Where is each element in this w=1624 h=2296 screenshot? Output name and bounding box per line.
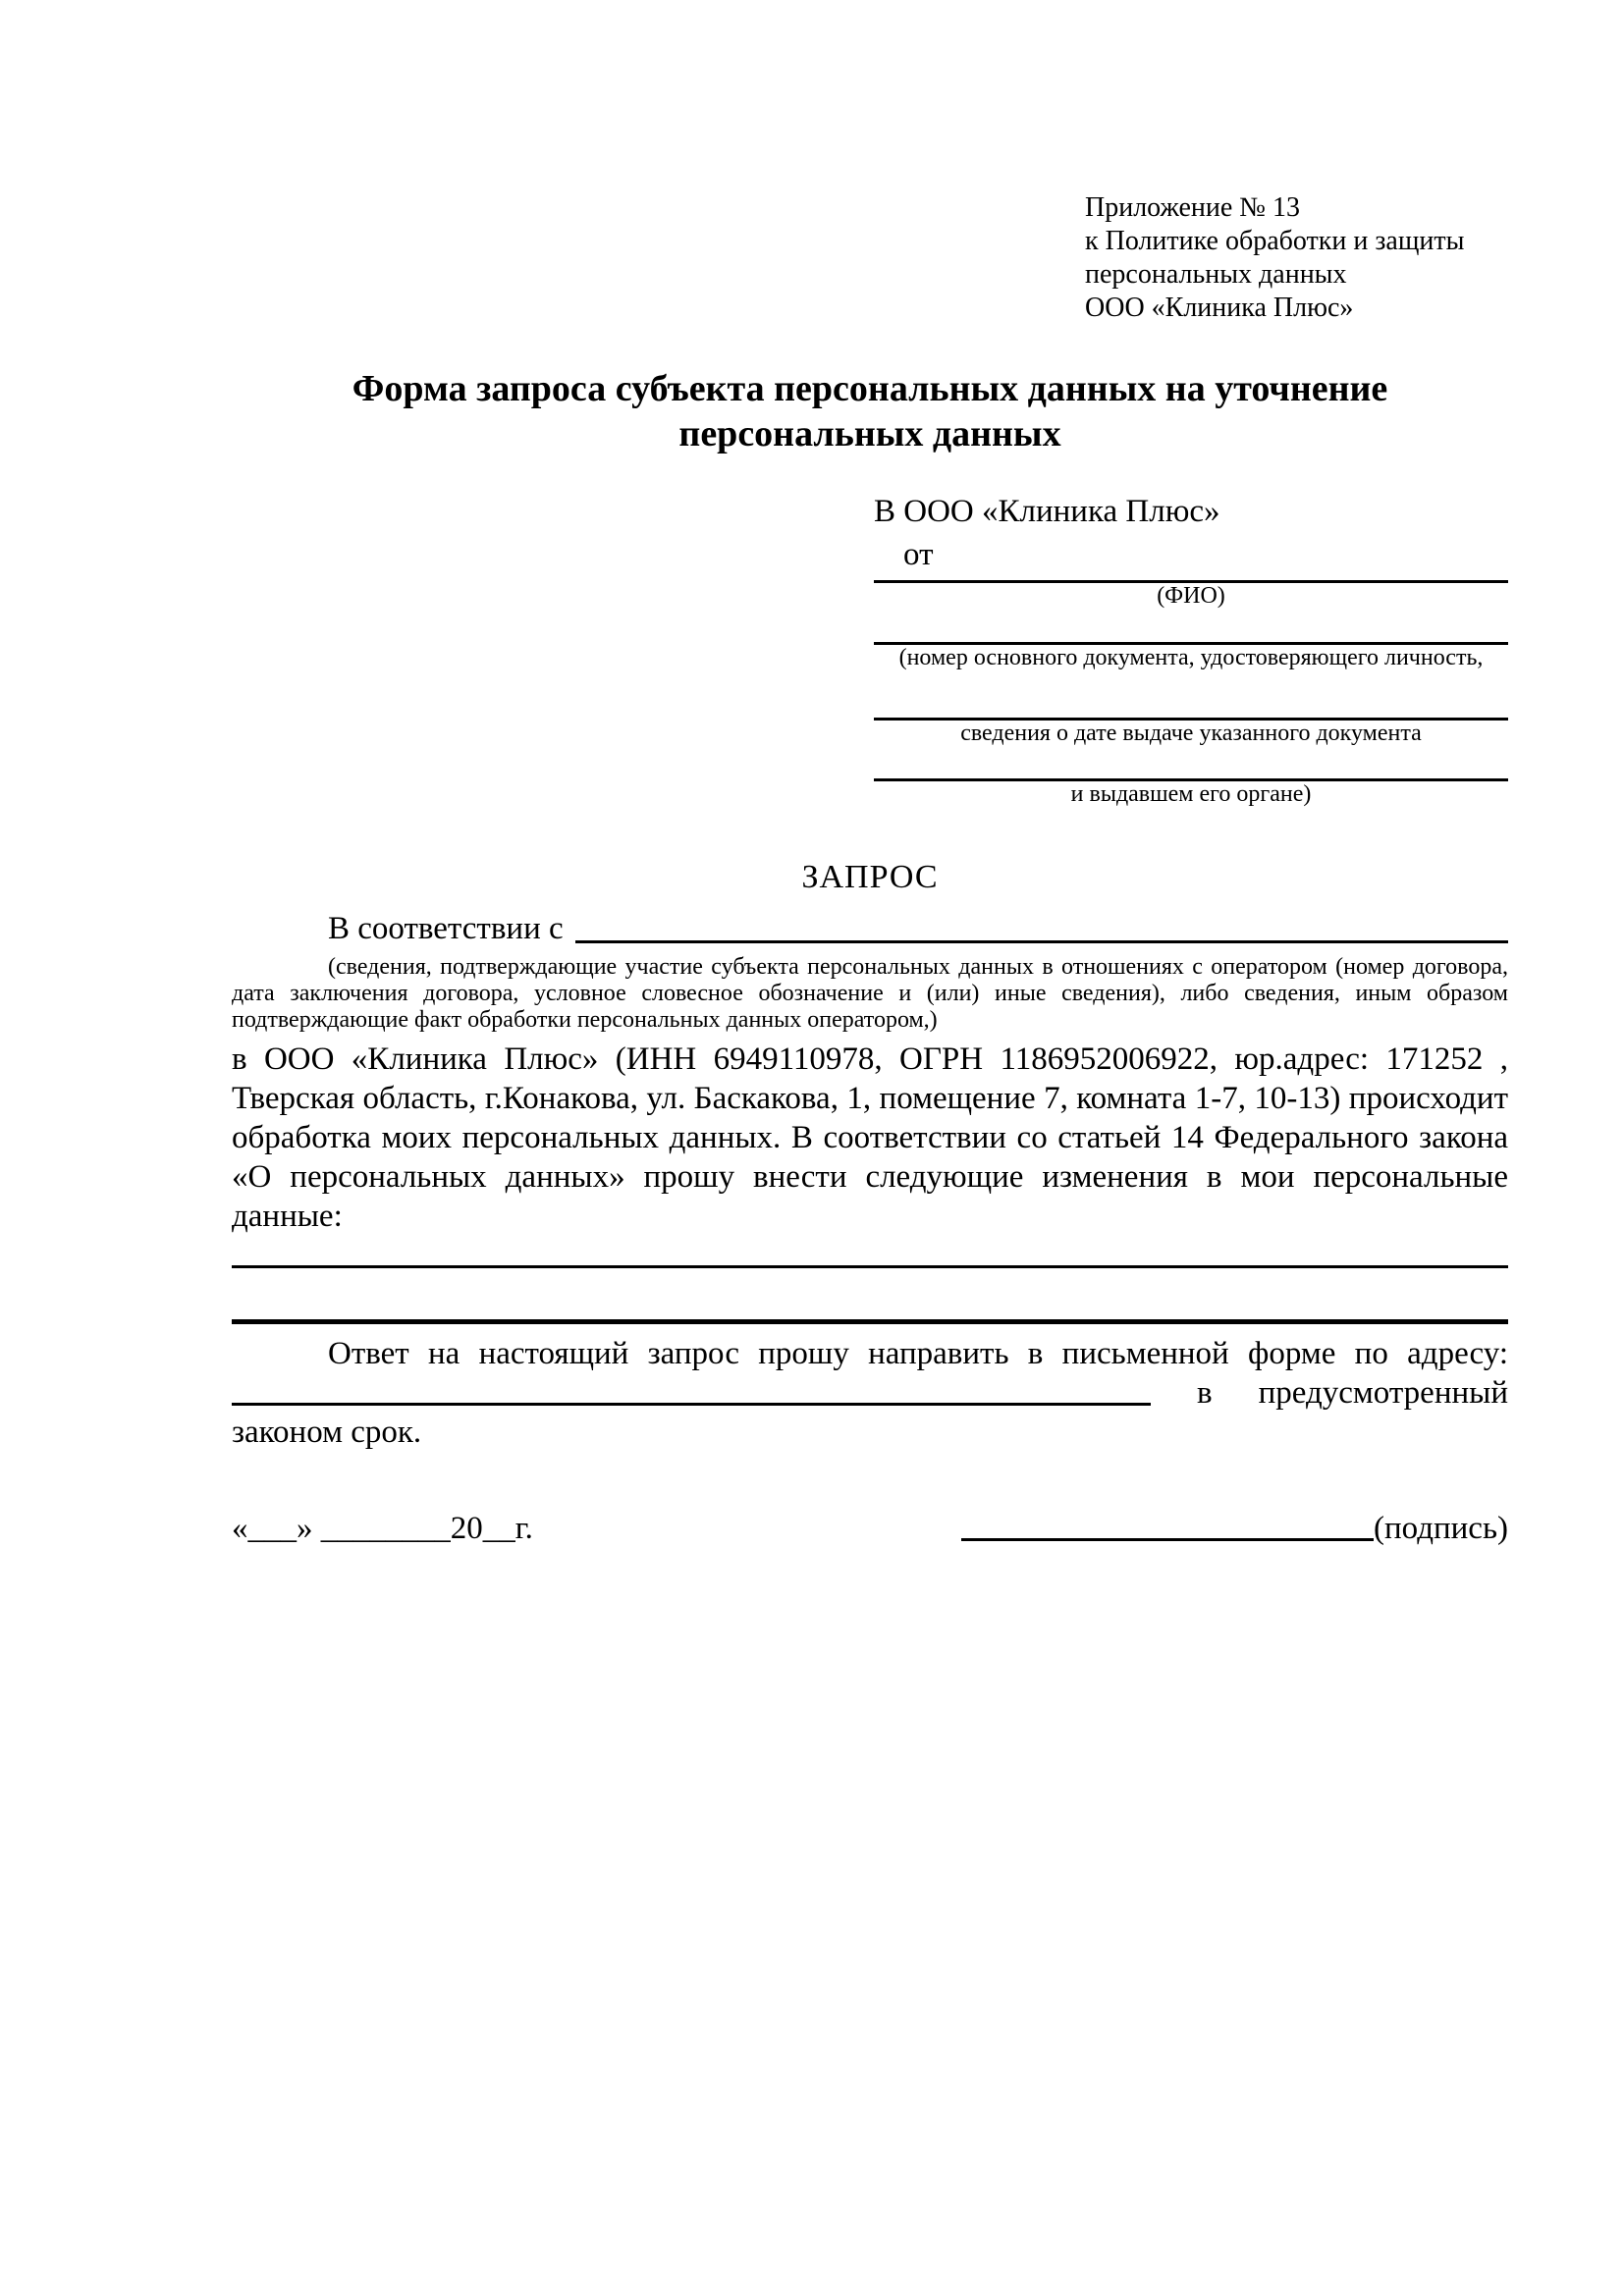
issue-date-caption: сведения о дате выдаче указанного документа <box>960 721 1422 746</box>
recipient-to: В ООО «Клиника Плюс» <box>874 494 1220 529</box>
signature-area <box>961 1509 1508 1548</box>
appendix-line: Приложение № 13 <box>1085 192 1300 223</box>
field-issue-date <box>874 718 1508 746</box>
date-blank: «___» ________20__г. <box>232 1511 533 1546</box>
changes-blank-line-1 <box>232 1265 1508 1268</box>
document-number-caption: (номер основного документа, удостоверяющего личность, <box>898 645 1484 670</box>
field-document-number <box>874 642 1508 670</box>
fine-print-note: (сведения, подтверждающие участие субъекта персональных данных в отношениях с оператором (номер договора, дата заключения договора, условное словесное обозначение и (или) иные сведения), либо сведения, иным образом подтверждающие факт обработки персональных данных оператором,) <box>232 954 1508 1033</box>
reply-tail-word2: предусмотренный <box>1258 1375 1508 1411</box>
reply-address-row <box>232 1373 1508 1413</box>
field-issuing-authority <box>874 778 1508 807</box>
signature-blank-line <box>961 1538 1374 1541</box>
reply-address-blank-line <box>232 1403 1151 1406</box>
appendix-line: к Политике обработки и защиты <box>1085 226 1465 256</box>
field-fio <box>874 580 1508 609</box>
document-title-line1: Форма запроса субъекта персональных данных на уточнение <box>352 368 1388 409</box>
changes-blank-line-2 <box>232 1319 1508 1324</box>
according-blank-line <box>575 909 1508 943</box>
document-title <box>232 366 1508 456</box>
issuing-authority-caption: и выдавшем его органе) <box>1070 781 1312 807</box>
appendix-line: персональных данных <box>1085 259 1347 290</box>
recipient-from-label: от <box>903 537 934 572</box>
reply-intro-line: Ответ на настоящий запрос прошу направить в письменной форме по адресу: <box>328 1336 1508 1371</box>
document-title-line2: персональных данных <box>678 413 1061 454</box>
appendix-block <box>1085 191 1508 325</box>
reply-tail-word1: в <box>1197 1375 1213 1411</box>
date-signature-row <box>232 1509 1508 1548</box>
request-heading: ЗАПРОС <box>801 859 939 895</box>
signature-caption: (подпись) <box>1374 1511 1508 1546</box>
according-line <box>232 909 1508 948</box>
reply-tail-line2: законом срок. <box>232 1415 422 1450</box>
fio-caption: (ФИО) <box>1157 583 1225 609</box>
recipient-block <box>874 492 1508 807</box>
request-body-paragraph: в ООО «Клиника Плюс» (ИНН 6949110978, ОГРН 1186952006922, юр.адрес: 171252 , Тверская область, г.Конакова, ул. Баскакова, 1, помещение 7, комната 1-7, 10-13) происходит обработка моих персональных данных. В соответствии со статьей 14 Федерального закона «О персональных данных» прошу внести следующие изменения в мои персональные данные: <box>232 1041 1508 1234</box>
appendix-line: ООО «Клиника Плюс» <box>1085 293 1354 323</box>
according-prefix: В соответствии с <box>328 911 564 946</box>
